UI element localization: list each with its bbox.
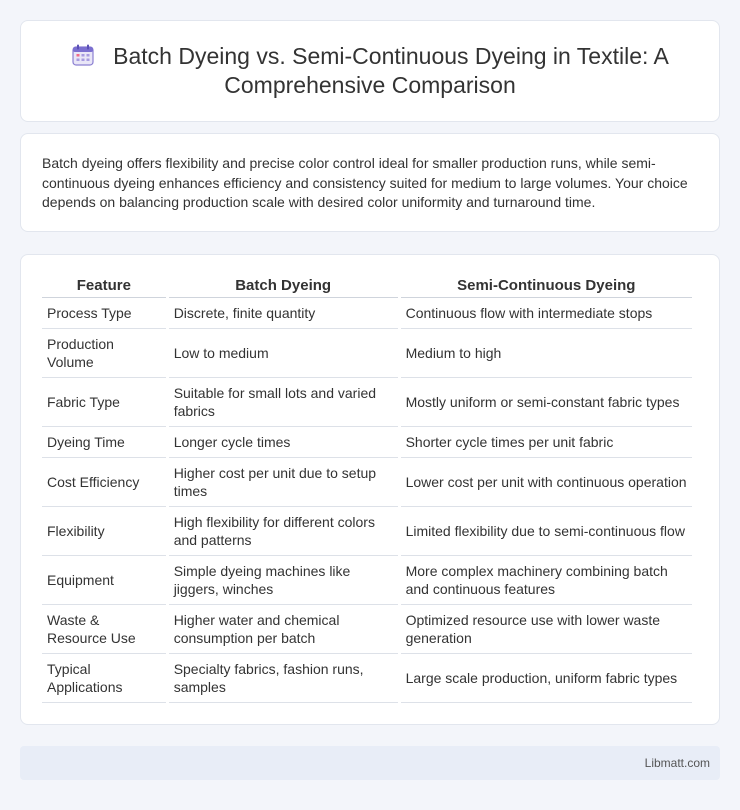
- feature-cell: Fabric Type: [42, 378, 166, 427]
- feature-cell: Process Type: [42, 298, 166, 329]
- feature-cell: Cost Efficiency: [42, 458, 166, 507]
- table-row: [42, 605, 692, 654]
- semi-continuous-cell: Optimized resource use with lower waste generation: [401, 605, 692, 654]
- batch-cell: Higher cost per unit due to setup times: [169, 458, 398, 507]
- page-title-wrap: [51, 42, 689, 100]
- feature-cell: Typical Applications: [42, 654, 166, 703]
- header-batch-dyeing: Batch Dyeing: [169, 274, 398, 298]
- table-row: [42, 458, 692, 507]
- table-header-row: [42, 274, 692, 298]
- table-row: [42, 378, 692, 427]
- header-feature: Feature: [42, 274, 166, 298]
- summary-text: Batch dyeing offers flexibility and precise color control ideal for smaller production runs, while semi-continuous dyeing enhances efficiency and consistency suited for medium to large volumes. Your choice depends on balancing production scale with desired color uniformity and turnaround time.: [42, 155, 688, 210]
- table-row: [42, 654, 692, 703]
- feature-cell: Waste & Resource Use: [42, 605, 166, 654]
- comparison-table-card: [20, 254, 720, 725]
- semi-continuous-cell: Continuous flow with intermediate stops: [401, 298, 692, 329]
- table-row: [42, 298, 692, 329]
- batch-cell: Specialty fabrics, fashion runs, samples: [169, 654, 398, 703]
- semi-continuous-cell: Shorter cycle times per unit fabric: [401, 427, 692, 458]
- calendar-icon: [71, 43, 95, 67]
- feature-cell: Production Volume: [42, 329, 166, 378]
- title-card: [20, 20, 720, 122]
- semi-continuous-cell: Lower cost per unit with continuous operation: [401, 458, 692, 507]
- table-row: [42, 329, 692, 378]
- table-row: [42, 507, 692, 556]
- footer-bar: [20, 746, 720, 780]
- header-semi-continuous-dyeing: Semi-Continuous Dyeing: [401, 274, 692, 298]
- batch-cell: Discrete, finite quantity: [169, 298, 398, 329]
- table-row: [42, 427, 692, 458]
- page-title: Batch Dyeing vs. Semi-Continuous Dyeing in Textile: A Comprehensive Comparison: [113, 43, 669, 98]
- summary-card: [20, 133, 720, 232]
- table-row: [42, 556, 692, 605]
- semi-continuous-cell: More complex machinery combining batch and continuous features: [401, 556, 692, 605]
- semi-continuous-cell: Medium to high: [401, 329, 692, 378]
- feature-cell: Flexibility: [42, 507, 166, 556]
- semi-continuous-cell: Mostly uniform or semi-constant fabric types: [401, 378, 692, 427]
- batch-cell: Longer cycle times: [169, 427, 398, 458]
- batch-cell: Higher water and chemical consumption per batch: [169, 605, 398, 654]
- batch-cell: Simple dyeing machines like jiggers, winches: [169, 556, 398, 605]
- comparison-table: [39, 274, 695, 703]
- batch-cell: High flexibility for different colors and patterns: [169, 507, 398, 556]
- semi-continuous-cell: Limited flexibility due to semi-continuous flow: [401, 507, 692, 556]
- feature-cell: Equipment: [42, 556, 166, 605]
- feature-cell: Dyeing Time: [42, 427, 166, 458]
- semi-continuous-cell: Large scale production, uniform fabric types: [401, 654, 692, 703]
- batch-cell: Low to medium: [169, 329, 398, 378]
- batch-cell: Suitable for small lots and varied fabrics: [169, 378, 398, 427]
- footer-source-link[interactable]: Libmatt.com: [644, 756, 710, 770]
